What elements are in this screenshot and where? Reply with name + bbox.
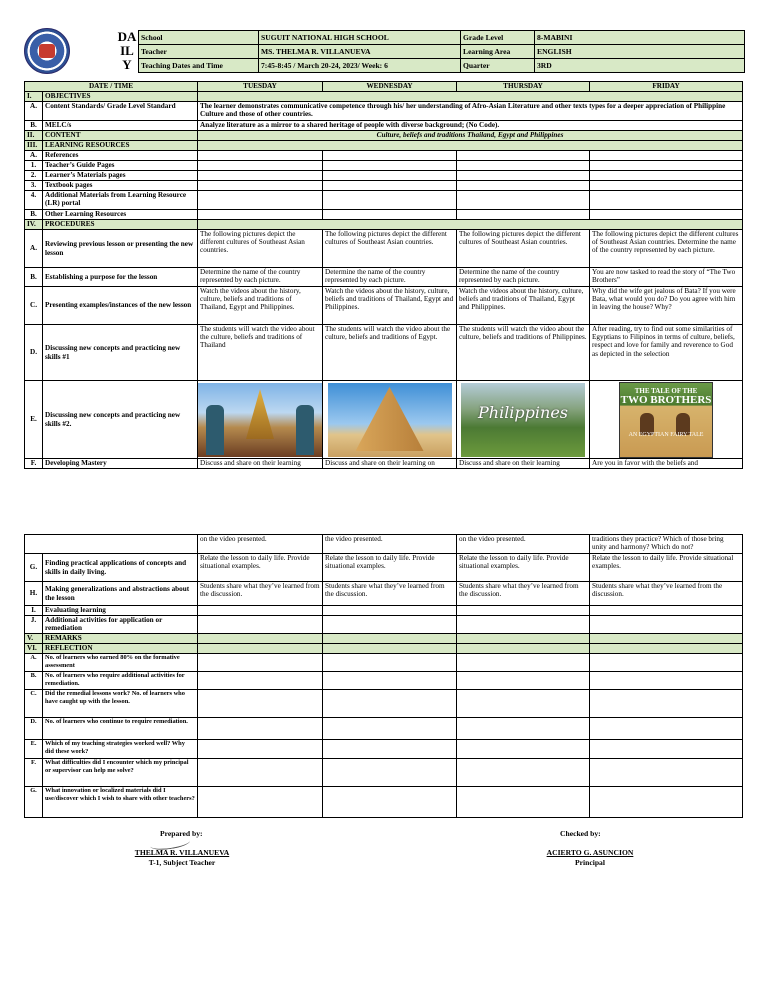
section-objectives: OBJECTIVES bbox=[43, 92, 198, 102]
daily-title bbox=[116, 30, 138, 72]
reflection-label: No. of learners who earned 80% on the formative assessment bbox=[43, 654, 198, 672]
empty-cell bbox=[457, 759, 590, 787]
empty-cell bbox=[198, 654, 323, 672]
empty-cell bbox=[198, 740, 323, 759]
empty-cell bbox=[457, 644, 590, 654]
empty-cell bbox=[198, 220, 743, 230]
procedure-label: Developing Mastery bbox=[43, 459, 198, 469]
philippines-picture-cell bbox=[457, 381, 590, 459]
empty-cell bbox=[198, 210, 323, 220]
section-procedures: PROCEDURES bbox=[43, 220, 198, 230]
checked-by-role: Principal bbox=[575, 858, 605, 867]
empty-cell bbox=[323, 787, 457, 818]
dates-label: Teaching Dates and Time bbox=[139, 59, 259, 73]
row-num: 4. bbox=[25, 191, 43, 210]
checked-by-name: ACIERTO G. ASUNCION bbox=[546, 848, 634, 857]
philippines-terraces-image bbox=[461, 383, 585, 457]
empty-cell bbox=[323, 191, 457, 210]
procedure-cell: on the video presented. bbox=[198, 535, 323, 554]
empty-cell bbox=[457, 690, 590, 718]
procedure-cell: Are you in favor with the beliefs and bbox=[590, 459, 743, 469]
col-header-thursday: THURSDAY bbox=[457, 82, 590, 92]
empty-cell bbox=[323, 151, 457, 161]
procedure-cell: Relate the lesson to daily life. Provide situational examples. bbox=[323, 554, 457, 582]
procedure-cell: Discuss and share on their learning on bbox=[323, 459, 457, 469]
row-num: A. bbox=[25, 102, 43, 121]
row-num: 2. bbox=[25, 171, 43, 181]
philippines-caption: Philippines bbox=[478, 403, 569, 422]
header-info-table bbox=[138, 30, 745, 73]
procedure-cell: The following pictures depict the different cultures of Southeast Asian countries. Determine the name of the country represented by each picture. bbox=[590, 230, 743, 268]
procedure-label: Discussing new concepts and practicing new skills #2. bbox=[43, 381, 198, 459]
empty-cell bbox=[323, 171, 457, 181]
section-remarks: REMARKS bbox=[43, 634, 198, 644]
empty-cell bbox=[590, 759, 743, 787]
col-header-tuesday: TUESDAY bbox=[198, 82, 323, 92]
procedure-label: Additional activities for application or remediation bbox=[43, 616, 198, 634]
section-content: CONTENT bbox=[43, 131, 198, 141]
procedure-cell: Determine the name of the country represented by each picture. bbox=[323, 268, 457, 287]
empty-cell bbox=[457, 151, 590, 161]
empty-cell bbox=[457, 787, 590, 818]
row-num: G. bbox=[25, 554, 43, 582]
row-num: B. bbox=[25, 268, 43, 287]
reflection-label: Did the remedial lessons work? No. of learners who have caught up with the lesson. bbox=[43, 690, 198, 718]
empty-cell bbox=[457, 181, 590, 191]
procedure-cell: the video presented. bbox=[323, 535, 457, 554]
section-num: V. bbox=[25, 634, 43, 644]
procedure-cell: Determine the name of the country represented by each picture. bbox=[198, 268, 323, 287]
procedure-cell: Why did the wife get jealous of Bata? If you were Bata, what would you do? Do you agree with him in leaving the house? Why? bbox=[590, 287, 743, 325]
empty-cell bbox=[198, 161, 323, 171]
procedure-cell: Determine the name of the country represented by each picture. bbox=[457, 268, 590, 287]
empty-cell bbox=[590, 740, 743, 759]
row-num: A. bbox=[25, 151, 43, 161]
empty-cell bbox=[323, 606, 457, 616]
row-num: H. bbox=[25, 582, 43, 606]
procedure-label: Discussing new concepts and practicing new skills #1 bbox=[43, 325, 198, 381]
reflection-label: What difficulties did I encounter which my principal or supervisor can help me solve? bbox=[43, 759, 198, 787]
section-num: I. bbox=[25, 92, 43, 102]
col-header-wednesday: WEDNESDAY bbox=[323, 82, 457, 92]
teacher-label: Teacher bbox=[139, 45, 259, 59]
procedure-cell: The following pictures depict the different cultures of Southeast Asian countries. bbox=[198, 230, 323, 268]
empty-cell bbox=[198, 181, 323, 191]
empty-cell bbox=[323, 718, 457, 740]
resource-label: References bbox=[43, 151, 198, 161]
resource-label: Textbook pages bbox=[43, 181, 198, 191]
row-num: C. bbox=[25, 690, 43, 718]
procedure-cell: The following pictures depict the different cultures of Southeast Asian countries. bbox=[457, 230, 590, 268]
reflection-label: No. of learners who continue to require remediation. bbox=[43, 718, 198, 740]
empty-cell bbox=[457, 606, 590, 616]
quarter-label: Quarter bbox=[461, 59, 535, 73]
empty-cell bbox=[457, 210, 590, 220]
procedure-label: Finding practical applications of concepts and skills in daily living. bbox=[43, 554, 198, 582]
row-num: A. bbox=[25, 230, 43, 268]
two-brothers-book-cover-image bbox=[619, 382, 713, 458]
deped-seal-logo bbox=[24, 28, 70, 74]
empty-cell bbox=[323, 740, 457, 759]
content-standards-text: The learner demonstrates communicative competence through his/ her understanding of Afro-Asian Literature and other texts types for a deeper appreciation of Philippine Culture and those of other countries. bbox=[198, 102, 743, 121]
procedure-cell: Watch the videos about the history, culture, beliefs and traditions of Thailand, Egypt and Philippines. bbox=[323, 287, 457, 325]
procedure-cell: Students share what they’ve learned from the discussion. bbox=[198, 582, 323, 606]
reflection-label: Which of my teaching strategies worked well? Why did these work? bbox=[43, 740, 198, 759]
daily-part: Y bbox=[122, 57, 132, 72]
empty-cell bbox=[198, 151, 323, 161]
egypt-picture-cell bbox=[323, 381, 457, 459]
dates-value: 7:45-8:45 / March 20-24, 2023/ Week: 6 bbox=[259, 59, 461, 73]
row-num: E. bbox=[25, 381, 43, 459]
resource-label: Learner’s Materials pages bbox=[43, 171, 198, 181]
empty-cell bbox=[323, 690, 457, 718]
procedure-cell: Watch the videos about the history, culture, beliefs and traditions of Thailand, Egypt and Philippines. bbox=[457, 287, 590, 325]
prepared-by-name: THELMA R. VILLANUEVA bbox=[134, 848, 230, 857]
melcs-label: MELC/s bbox=[43, 121, 198, 131]
row-num: A. bbox=[25, 654, 43, 672]
empty-cell bbox=[590, 210, 743, 220]
empty-cell bbox=[590, 644, 743, 654]
empty-cell bbox=[198, 634, 323, 644]
row-num: E. bbox=[25, 740, 43, 759]
empty-cell bbox=[323, 210, 457, 220]
empty-cell bbox=[198, 759, 323, 787]
empty-cell bbox=[323, 644, 457, 654]
learning-area-label: Learning Area bbox=[461, 45, 535, 59]
empty-cell bbox=[457, 616, 590, 634]
row-num: I. bbox=[25, 606, 43, 616]
empty-cell bbox=[457, 161, 590, 171]
school-label: School bbox=[139, 31, 259, 45]
procedure-label: Making generalizations and abstractions about the lesson bbox=[43, 582, 198, 606]
empty-cell bbox=[457, 672, 590, 690]
melcs-text: Analyze literature as a mirror to a shared heritage of people with diverse background; (No Code). bbox=[198, 121, 743, 131]
empty-cell bbox=[323, 161, 457, 171]
resource-label: Teacher’s Guide Pages bbox=[43, 161, 198, 171]
procedure-cell: Students share what they’ve learned from the discussion. bbox=[323, 582, 457, 606]
empty-cell bbox=[198, 606, 323, 616]
empty-cell bbox=[457, 634, 590, 644]
procedure-cell: Students share what they’ve learned from the discussion. bbox=[457, 582, 590, 606]
empty-cell bbox=[590, 672, 743, 690]
procedure-cell: After reading, try to find out some similarities of Egyptians to Filipinos in terms of culture, beliefs, respect and love for family and reverence to God as depicted in the selection bbox=[590, 325, 743, 381]
empty-cell bbox=[198, 718, 323, 740]
empty-cell bbox=[323, 634, 457, 644]
empty-cell bbox=[457, 654, 590, 672]
empty-cell bbox=[25, 535, 198, 554]
thailand-temple-image bbox=[198, 383, 322, 457]
reflection-label: No. of learners who require additional activities for remediation. bbox=[43, 672, 198, 690]
empty-cell bbox=[198, 191, 323, 210]
procedure-label: Presenting examples/instances of the new lesson bbox=[43, 287, 198, 325]
procedure-cell: Students share what they’ve learned from the discussion. bbox=[590, 582, 743, 606]
empty-cell bbox=[457, 191, 590, 210]
row-num: 3. bbox=[25, 181, 43, 191]
grade-level-value: 8-MABINI bbox=[535, 31, 745, 45]
empty-cell bbox=[590, 151, 743, 161]
content-standards-label: Content Standards/ Grade Level Standard bbox=[43, 102, 198, 121]
resource-label: Other Learning Resources bbox=[43, 210, 198, 220]
row-num: 1. bbox=[25, 161, 43, 171]
procedure-label: Reviewing previous lesson or presenting the new lesson bbox=[43, 230, 198, 268]
row-num: G. bbox=[25, 787, 43, 818]
reflection-label: What innovation or localized materials did I use/discover which I wish to share with other teachers? bbox=[43, 787, 198, 818]
empty-cell bbox=[590, 634, 743, 644]
empty-cell bbox=[198, 141, 743, 151]
empty-cell bbox=[590, 718, 743, 740]
content-topic: Culture, beliefs and traditions Thailand, Egypt and Philippines bbox=[198, 131, 743, 141]
empty-cell bbox=[323, 616, 457, 634]
empty-cell bbox=[590, 787, 743, 818]
procedure-cell: The students will watch the video about the culture, beliefs and traditions of Philippines. bbox=[457, 325, 590, 381]
section-learning-resources: LEARNING RESOURCES bbox=[43, 141, 198, 151]
empty-cell bbox=[590, 654, 743, 672]
thailand-picture-cell bbox=[198, 381, 323, 459]
procedure-cell: traditions they practice? Which of those bring unity and harmony? Which do not? bbox=[590, 535, 743, 554]
book-cover-subtitle: AN EGYPTIAN FAIRY TALE bbox=[628, 432, 704, 438]
book-cover-top-text: THE TALE OF THE bbox=[634, 387, 698, 395]
row-num: B. bbox=[25, 121, 43, 131]
empty-cell bbox=[323, 654, 457, 672]
col-header-date: DATE / TIME bbox=[25, 82, 198, 92]
daily-part: DA bbox=[117, 29, 137, 44]
procedure-cell: The students will watch the video about the culture, beliefs and traditions of Egypt. bbox=[323, 325, 457, 381]
empty-cell bbox=[198, 92, 743, 102]
procedure-label: Evaluating learning bbox=[43, 606, 198, 616]
procedure-cell: Discuss and share on their learning bbox=[198, 459, 323, 469]
row-num: D. bbox=[25, 325, 43, 381]
empty-cell bbox=[323, 672, 457, 690]
learning-area-value: ENGLISH bbox=[535, 45, 745, 59]
empty-cell bbox=[590, 606, 743, 616]
lesson-plan-table-continued bbox=[24, 534, 743, 818]
procedure-label: Establishing a purpose for the lesson bbox=[43, 268, 198, 287]
procedure-cell: Relate the lesson to daily life. Provide situational examples. bbox=[457, 554, 590, 582]
quarter-value: 3RD bbox=[535, 59, 745, 73]
prepared-by-role: T-1, Subject Teacher bbox=[148, 858, 216, 867]
row-num: F. bbox=[25, 759, 43, 787]
empty-cell bbox=[198, 171, 323, 181]
empty-cell bbox=[323, 759, 457, 787]
procedure-cell: Relate the lesson to daily life. Provide situational examples. bbox=[590, 554, 743, 582]
row-num: D. bbox=[25, 718, 43, 740]
empty-cell bbox=[198, 616, 323, 634]
procedure-cell: Discuss and share on their learning bbox=[457, 459, 590, 469]
empty-cell bbox=[590, 161, 743, 171]
book-cover-title: TWO BROTHERS bbox=[620, 394, 712, 406]
section-num: II. bbox=[25, 131, 43, 141]
two-brothers-picture-cell bbox=[590, 381, 743, 459]
empty-cell bbox=[590, 181, 743, 191]
procedure-cell: Watch the videos about the history, culture, beliefs and traditions of Thailand, Egypt and Philippines. bbox=[198, 287, 323, 325]
empty-cell bbox=[198, 787, 323, 818]
empty-cell bbox=[198, 672, 323, 690]
procedure-cell: The students will watch the video about the culture, beliefs and traditions of Thailand bbox=[198, 325, 323, 381]
egypt-pyramid-image bbox=[328, 383, 452, 457]
col-header-friday: FRIDAY bbox=[590, 82, 743, 92]
empty-cell bbox=[198, 644, 323, 654]
grade-level-label: Grade Level bbox=[461, 31, 535, 45]
empty-cell bbox=[590, 616, 743, 634]
section-reflection: REFLECTION bbox=[43, 644, 198, 654]
empty-cell bbox=[457, 718, 590, 740]
checked-by-label: Checked by: bbox=[560, 829, 601, 838]
row-num: B. bbox=[25, 672, 43, 690]
row-num: B. bbox=[25, 210, 43, 220]
teacher-value: MS. THELMA R. VILLANUEVA bbox=[259, 45, 461, 59]
empty-cell bbox=[457, 740, 590, 759]
lesson-plan-table bbox=[24, 81, 743, 469]
daily-part: IL bbox=[120, 43, 134, 58]
empty-cell bbox=[590, 171, 743, 181]
section-num: VI. bbox=[25, 644, 43, 654]
row-num: C. bbox=[25, 287, 43, 325]
procedure-cell: The following pictures depict the different cultures of Southeast Asian countries. bbox=[323, 230, 457, 268]
prepared-by-label: Prepared by: bbox=[160, 829, 203, 838]
row-num: J. bbox=[25, 616, 43, 634]
section-num: IV. bbox=[25, 220, 43, 230]
empty-cell bbox=[457, 171, 590, 181]
empty-cell bbox=[590, 191, 743, 210]
empty-cell bbox=[323, 181, 457, 191]
procedure-cell: on the video presented. bbox=[457, 535, 590, 554]
procedure-cell: Relate the lesson to daily life. Provide situational examples. bbox=[198, 554, 323, 582]
resource-label: Additional Materials from Learning Resource (LR) portal bbox=[43, 191, 198, 210]
empty-cell bbox=[590, 690, 743, 718]
empty-cell bbox=[198, 690, 323, 718]
school-value: SUGUIT NATIONAL HIGH SCHOOL bbox=[259, 31, 461, 45]
row-num: F. bbox=[25, 459, 43, 469]
procedure-cell: You are now tasked to read the story of “The Two Brothers” bbox=[590, 268, 743, 287]
section-num: III. bbox=[25, 141, 43, 151]
